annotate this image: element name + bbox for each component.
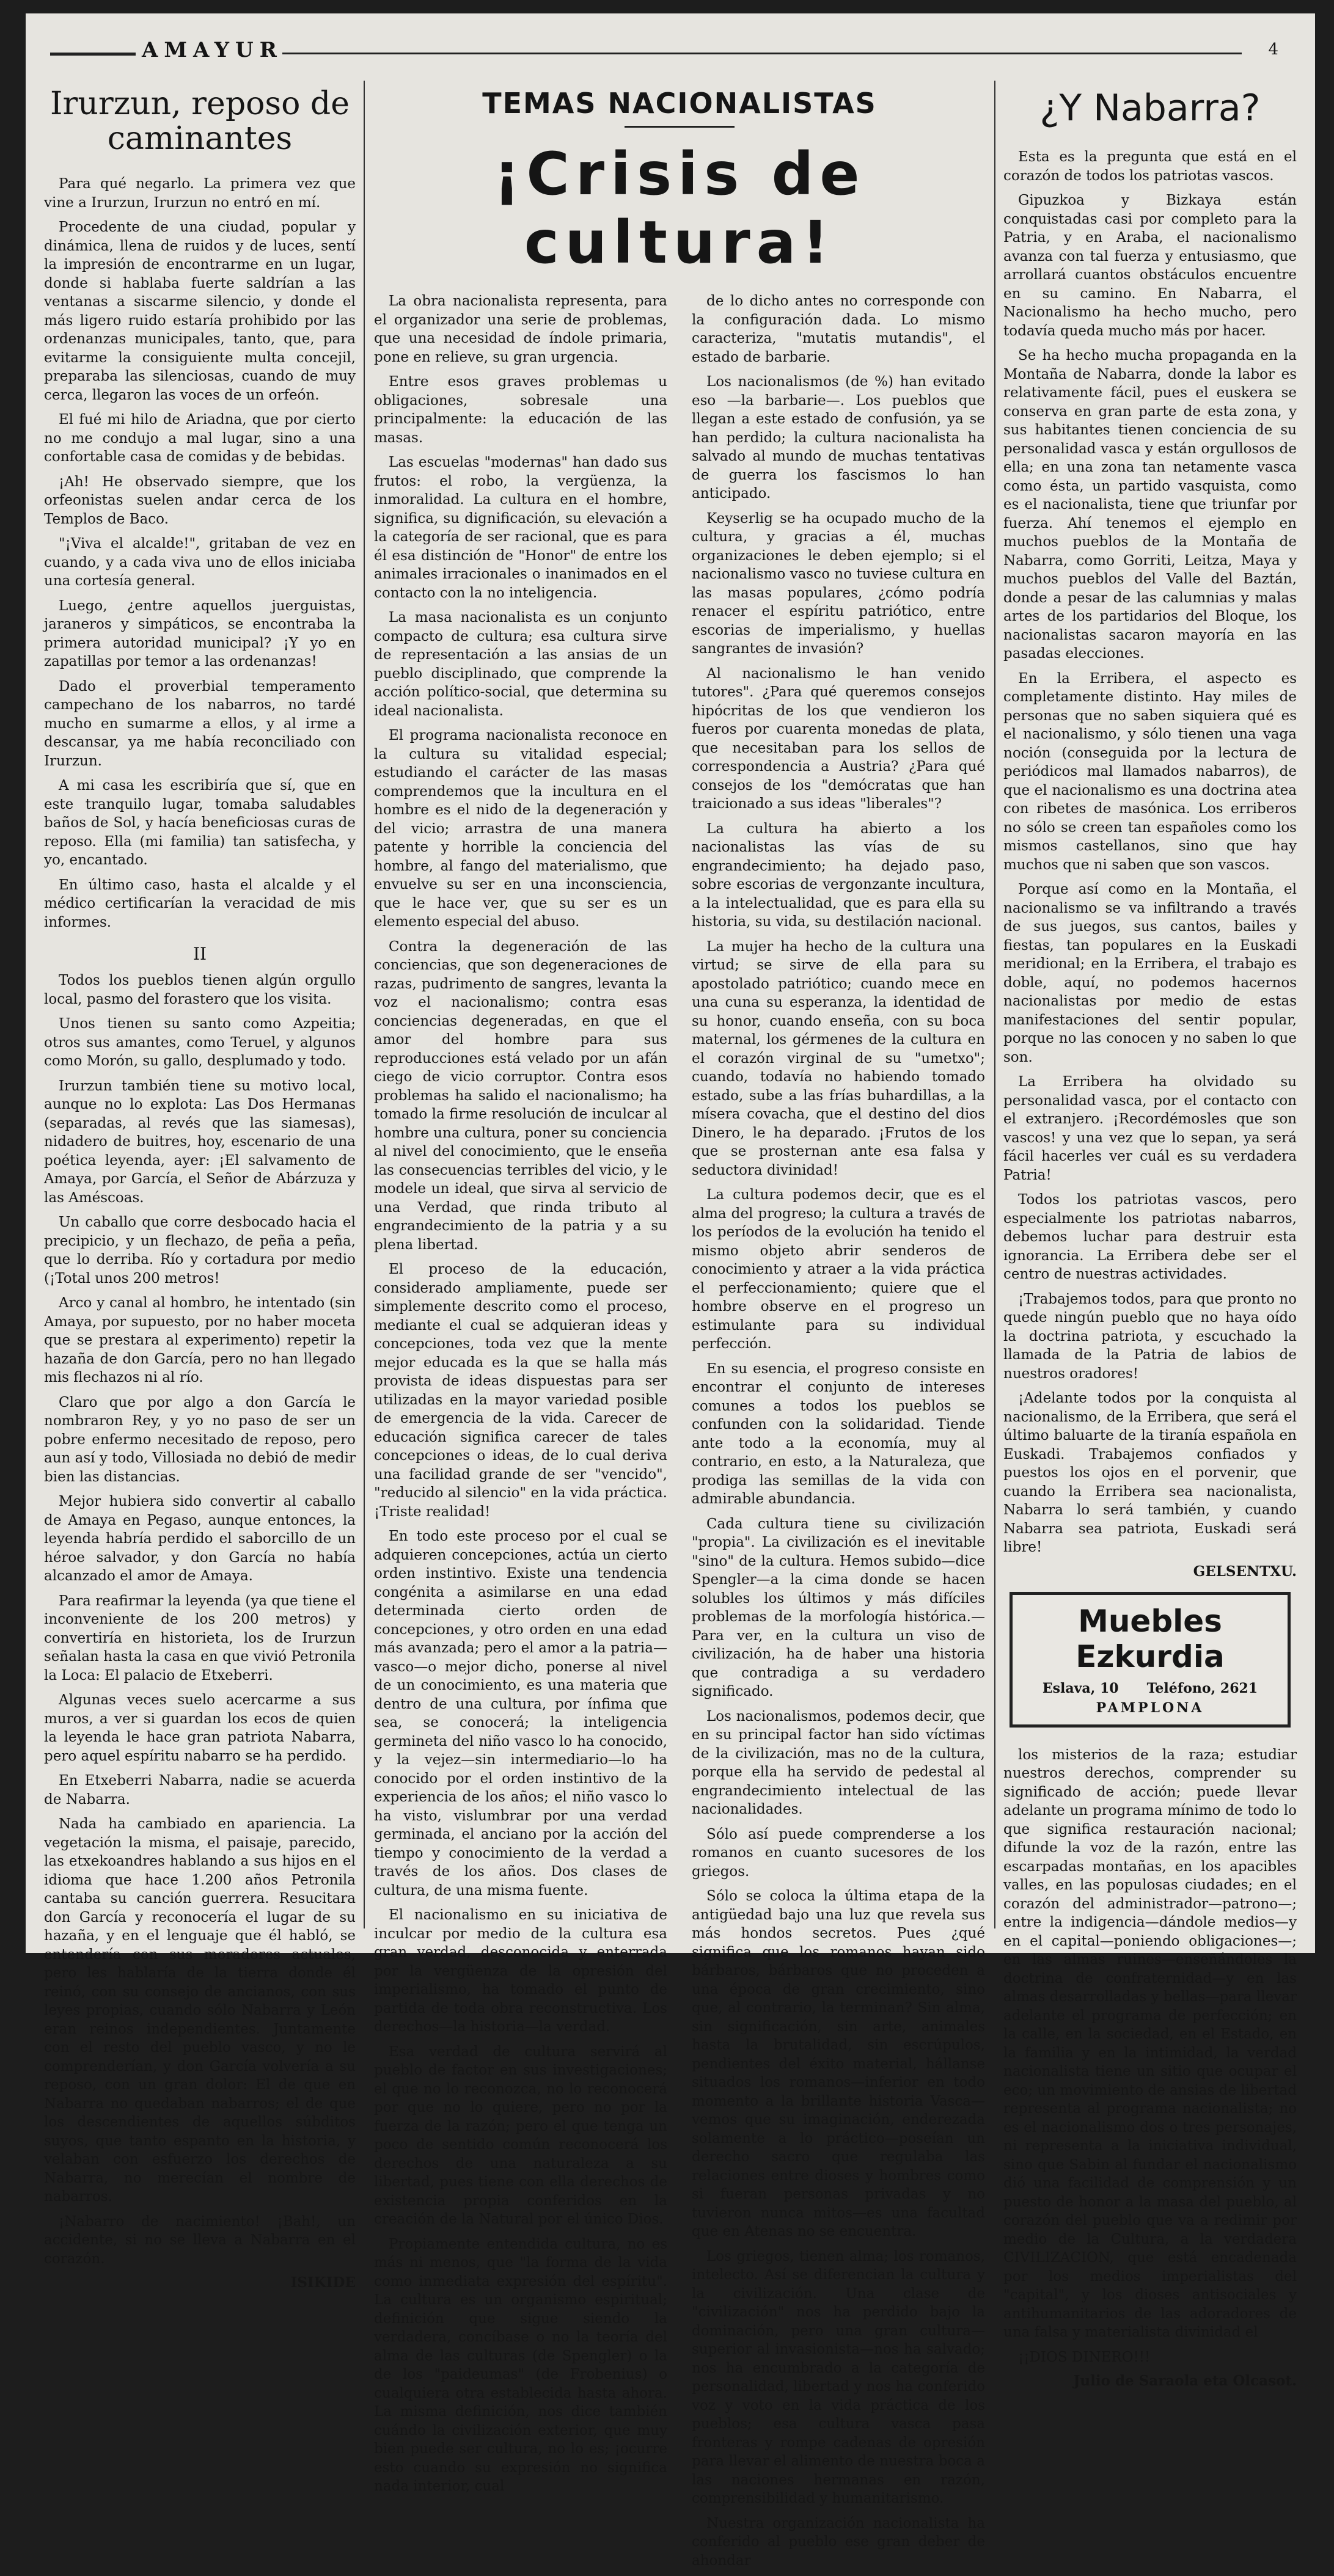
newspaper-page (26, 13, 1315, 2569)
paragraph: "¡Viva el alcalde!", gritaban de vez en cuando, y a cada viva uno de ellos iniciaba una cortesía general. (44, 536, 356, 589)
paragraph: Contra la degeneración de las conciencias, que son degeneraciones de razas, pudrimento de sangres, levanta la voz el nacionalismo; contra esas conciencias degeneradas, en que el amor del hombre para sus reproducciones está velado por un afán ciego de vicio corruptor. Contra esos problemas ha salido el nacionalismo; ha tomado la firme resolución de inculcar al hombre una cultura, poner su conciencia al nivel del conocimiento, que le enseña las consecuencias terribles del vicio, y le modele un ideal, que sirva al servicio de una Verdad, que rinda tributo al engrandecimiento de la patria y a su plena libertad. (374, 938, 667, 1253)
article-title: Irurzun, reposo de caminantes (50, 86, 350, 158)
paragraph: Claro que por algo a don García le nombraron Rey, y yo no paso de ser un pobre enfermo necesitado de reposo, pero aun así y todo, Villosiada no debió de medir bien las distancias. (44, 1394, 356, 1485)
paragraph: Entre esos graves problemas u obligaciones, sobresale una principalmente: la educación de las masas. (374, 374, 667, 446)
author-signature: ISIKIDE (290, 2274, 356, 2291)
author-signature: Julio de Saraola eta Olcasot. (1073, 2373, 1297, 2389)
paragraph: Arco y canal al hombro, he intentado (sin Amaya, por supuesto, por no haber moceta que se prestara al experimento) repetir la hazaña de don García, pero no han llegado mis flechazos ni al río. (44, 1295, 356, 1386)
paragraph: En su esencia, el progreso consiste en encontrar el conjunto de intereses comunes a todos los pueblos se confunden con la solidaridad. Tiende ante todo a la economía, muy al contrario, en esto, a la Naturaleza, que prodiga las semillas de la vida con admirable abundancia. (692, 1360, 985, 1507)
paragraph: Gipuzkoa y Bizkaya están conquistadas casi por completo para la Patria, y en Araba, el nacionalismo avanza con tal fuerza y entusiasmo, que arrollará cuantos obstáculos encuentre en su camino. En Nabarra, el Nacionalismo ha hecho mucho, pero todavía queda mucho más por hacer. (1003, 192, 1297, 339)
paragraph: La mujer ha hecho de la cultura una virtud; se sirve de ella para su apostolado patriótico; cuando mece en una cuna su esperanza, la identidad de su honor, cuando enseña, con su boca maternal, los gérmenes de la cultura en el corazón virginal de su "umetxo"; cuando, todavía no habiendo tomado estado, sube a las frías buhardillas, a la mísera covacha, que el destino del dios Dinero, le ha deparado. ¡Frutos de los que se prosternan ante esa falsa y seductora divinidad! (692, 938, 985, 1178)
masthead (26, 32, 1315, 68)
article-crisis-de-cultura (374, 81, 985, 2569)
paragraph: A mi casa les escribiría que sí, que en este tranquilo lugar, tomaba saludables baños de Sol, y hacía beneficiosas curas de reposo. Ella (mi familia) tan satisfecha, y yo, encantado. (44, 778, 356, 869)
paragraph: En todo este proceso por el cual se adquieren concepciones, actúa un cierto orden instintivo. Existe una tendencia congénita a asimilarse en una edad determinada cierto orden de concepciones, y otro orden en una edad más avanzada; pero el amor a la patria—vasco—o mejor dicho, ponerse al nivel de un conocimiento, es una materia que dentro de una cultura, por ínfima que sea, se conocerá; la inteligencia germineta del niño vasco lo ha conocido, y la vejez—sin intermediario—lo ha conocido por el orden instintivo de la experiencia de los años; el niño vasco lo ha visto, vislumbrar por una verdad germinada, el anciano por la acción del tiempo y conocimiento de la verdad a través de los años. Dos clases de cultura, de una misma fuente. (374, 1528, 667, 1899)
column-divider (364, 81, 365, 1928)
section-kicker: TEMAS NACIONALISTAS (482, 87, 877, 120)
ad-phone: Teléfono, 2621 (1146, 1680, 1258, 1696)
paragraph: ¡Adelante todos por la conquista al nacionalismo, de la Erribera, que será el último baluarte de la tiranía española en Euskadi. Trabajemos confiados y puestos los ojos en el porvenir, que cuando la Erribera sea nacionalista, Nabarra lo será también, y cuando Nabarra sea patriota, Euskadi será libre! (1003, 1390, 1297, 1555)
paragraph: El proceso de la educación, considerado ampliamente, puede ser simplemente descrito como el proceso, mediante el cual se adquieran ideas y concepciones, toda vez que la mente mejor educada es la que se halla más provista de ideas dispuestas para ser utilizadas en la mayor variedad posible de emergencia de la vida. Carecer de educación significa carecer de tales concepciones o ideas, de lo cual deriva una facilidad grande de ser "vencido", "reducido al silencio" en la vida práctica. ¡Triste realidad! (374, 1261, 667, 1520)
paragraph: La cultura podemos decir, que es el alma del progreso; la cultura a través de los períodos de la evolución ha tenido el mismo objeto abrir senderos de conocimiento y atraer a la vida práctica el perfeccionamiento; quiere que el hombre observe en el progreso un estimulante para su individual perfección. (692, 1187, 985, 1352)
paragraph: ¡Nabarro de nacimiento! ¡Bah!, un accidente, si no se lleva a Nabarra en el corazón. (44, 2213, 356, 2267)
paragraph: En último caso, hasta el alcalde y el médico certificarían la veracidad de mis informes. (44, 877, 356, 930)
article-title: ¡Crisis de cultura! (493, 140, 866, 277)
paragraph: ¡Ah! He observado siempre, que los orfeonistas suelen andar cerca de los Templos de Baco. (44, 473, 356, 527)
paragraph: La obra nacionalista representa, para el organizador una serie de problemas, que una necesidad de índole primaria, pone en relieve, su gran urgencia. (374, 293, 667, 365)
paragraph: Los nacionalismos (de %) han evitado eso —la barbarie—. Los pueblos que llegan a este estado de confusión, ya se han perdido; la cultura nacionalista ha salvado al mundo de muchas tentativas de guerra los fascismos lo han anticipado. (692, 374, 985, 502)
paragraph: La cultura ha abierto a los nacionalistas las vías de su engrandecimiento; ha dejado paso, sobre escorias de vergonzante incultura, a la intelectualidad, que es para ella su historia, su vida, su destilación nacional. (692, 820, 985, 930)
paragraph: Porque así como en la Montaña, el nacionalismo se va infiltrando a través de sus juegos, sus cantos, bailes y fiestas, tan populares en la Euskadi meridional; en la Erribera, el trabajo es doble, aquí, no podemos hacernos nacionalistas por medio de estas manifestaciones del sentir popular, porque no las conocen y no saben lo que son. (1003, 881, 1297, 1065)
paragraph: Nada ha cambiado en apariencia. La vegetación la misma, el paisaje, parecido, las etxekoandres hablando a sus hijos en el idioma que hace 1.200 años Petronila cantaba su canción guerrera. Resucitara don García y reconocería el lugar de su hazaña, y en el lenguaje que él habló, se entendería con sus moradores actuales, pero les hablaría de la tierra donde él reinó, con su consejo de ancianos, con sus leyes propias, cuando sólo Nabarra y León eran reinos independientes. Juntamente con el resto del pueblo vasco, y no le comprenderían, y don García volvería a su reposo, con un gran dolor: El de que en Nabarra no quedaban nabarros; el de que los descendientes de aquellos súbditos suyos, que tanto espanto en la historia, y velaban con esfuerzo los derechos de Nabarra, no merecían el nombre de nabarros. (44, 1816, 356, 2205)
paragraph: Los nacionalismos, podemos decir, que en su principal factor han sido víctimas de la civilización, mas no de la cultura, porque ella ha servido de pedestal al engrandecimiento intelectual de las nacionalidades. (692, 1708, 985, 1817)
newspaper-name: AMAYUR (142, 38, 283, 62)
paragraph: Esta es la pregunta que está en el corazón de todos los patriotas vascos. (1003, 149, 1297, 184)
article-subcolumn-right (692, 292, 985, 2576)
section-number: II (192, 944, 207, 965)
paragraph: Todos los pueblos tienen algún orgullo local, pasmo del forastero que los visita. (44, 972, 356, 1007)
paragraph: El fué mi hilo de Ariadna, que por cierto no me condujo a mal lugar, sino a una confortable casa de comidas y de bebidas. (44, 412, 356, 465)
paragraph: Cada cultura tiene su civilización "propia". La civilización es el inevitable "sino" de la cultura. Hemos subido—dice Spengler—a la cima donde se hacen solubles los últimos y más difíciles problemas de la morfología histórica.—Para ver, en la cultura un viso de civilización, ha de haber una historia que contradiga a su verdadero significado. (692, 1516, 985, 1699)
ad-city: PAMPLONA (1096, 1699, 1204, 1716)
paragraph: Dado el proverbial temperamento campechano de los nabarros, no tardé mucho en sumarme a ellos, y al irme a descansar, ya me había reconciliado con Irurzun. (44, 678, 356, 769)
paragraph: La masa nacionalista es un conjunto compacto de cultura; esa cultura sirve de representación a las ansias de un pueblo disciplinado, que comprende la acción político-social, que determina su ideal nacionalista. (374, 610, 667, 719)
paragraph: Para reafirmar la leyenda (ya que tiene el inconveniente de los 200 metros) y convertiría en historieta, los de Irurzun señalan hasta la casa en que vivió Petronila la Loca: El palacio de Etxeberri. (44, 1593, 356, 1684)
paragraph: Procedente de una ciudad, popular y dinámica, llena de ruidos y de luces, sentí la impresión de encontrarme en un lugar, donde si hablaba fuerte saldrían a las ventanas a siscarme silencio, y donde el más ligero ruido estaría prohibido por las ordenanzas municipales, tanto, que, para evitarme la consiguiente multa concejil, preparaba las silenciosas, cuando de muy cerca, llegaron las voces de un orfeón. (44, 219, 356, 403)
ad-business-name: Muebles Ezkurdia (1076, 1603, 1225, 1674)
paragraph: Para qué negarlo. La primera vez que vine a Irurzun, Irurzun no entró en mí. (44, 176, 356, 211)
article-subcolumn-left (374, 292, 667, 2576)
advertisement-box (1010, 1592, 1291, 1728)
article-title: ¿Y Nabarra? (1039, 87, 1261, 130)
paragraph: Algunas veces suelo acercarme a sus muros, a ver si guardan los ecos de quien la leyenda le hace gran patriota Nabarra, pero aquel espíritu nabarro se ha perdido. (44, 1692, 356, 1764)
paragraph: los misterios de la raza; estudiar nuestros derechos, comprender su significado de acción; puede llevar adelante un programa mínimo de todo lo que significa restauración nacional; difunde la voz de la razón, entre las escarpadas montañas, en los apacibles valles, en las populosas ciudades; en el corazón del administrador—patrono—; entre la indigencia—dándole medios—y en el capital—poniendo obligaciones—; en las almas ruines—enseñándoles la doctrina de confraternidad—y en las almas desarrolladas y bellas—para llevar adelante el programa de perfección; en la calle, en la sociedad, en el Estado, en la familia y en la intimidad, la verdad nacionalista tiene un sitio que ocupar el eco; un movimiento de ansias de libertad representa al programa nacionalista; no es el nacionalismo dos o tres personajes, ni representa a la iniciativa individual, sino que Sabin al fundar el nacionalismo dió una facilidad de comprensión y un puesto de honor a la masa del pueblo, al corazón del pueblo que va a redimir por medio de la Cultura, a la verdadera CIVILIZACION, que está encadenada por los medios imperialistas del "capital", y los dioses antisociales y antihumanitarios de las adoradores de una falsa y materialista divinidad el (1003, 1746, 1297, 2340)
article-body (1003, 148, 1297, 1557)
paragraph: ¡¡DIOS DINERO!!! (1018, 2349, 1151, 2365)
paragraph: Un caballo que corre desbocado hacia el precipicio, y un flechazo, de peña a peña, que lo derriba. Río y cortadura por medio (¡Total unos 200 metros! (44, 1214, 356, 1286)
paragraph: En la Erribera, el aspecto es completamente distinto. Hay miles de personas que no saben siquiera qué es el nacionalismo, y sólo tienen una vaga noción (conseguida por la lectura de periódicos mal llamados nabarros), de que el nacionalismo es una doctrina atea con ribetes de masónica. Los erriberos no sólo se creen tan españoles como los mismos castellanos, sino que hay muchos que ni saben que son vascos. (1003, 670, 1297, 873)
paragraph: Sólo así puede comprenderse a los romanos en cuanto sucesores de los griegos. (692, 1826, 985, 1880)
article-columns (374, 292, 985, 2576)
column-divider (994, 81, 995, 1928)
author-signature: GELSENTXU. (1193, 1563, 1297, 1580)
masthead-rule-right (282, 53, 1242, 54)
paragraph: El programa nacionalista reconoce en la cultura su vitalidad especial; estudiando el carácter de las masas comprendemos que la incultura en el hombre es el nido de la degeneración y del vicio; arrastra de una manera patente y horrible la conciencia del hombre, al fango del materialismo, que envuelve su ser en una inconsciencia, que le hace ver, que su ser es un elemento especial del abuso. (374, 728, 667, 930)
paragraph: Todos los patriotas vascos, pero especialmente los patriotas nabarros, debemos luchar para destruir esta ignorancia. La Erribera debe ser el centro de nuestras actividades. (1003, 1192, 1297, 1282)
paragraph: Nuestra organización nacionalista ha conferido al pueblo ese gran deber de ahondar (692, 2515, 985, 2569)
paragraph: Los griegos, tienen alma; los romanos, intelecto. Así se diferencian la cultura y la civilización. Una clase de "civilización" nos ha perdido bajo la dominación, pero una gran cultura—superior al invasionista—nos ha salvado; nos ha encumbrado a la categoría de personalidad, libertad y nos ha conferido voz y voto en la vida práctica de los pueblos; esa cultura vasca pasa fronteras y rompe cadenas de opresión para llevar el alimento de nuestra boca a las naciones hermanas en razón, comprensibilidad y humanitarismo. (692, 2248, 985, 2506)
paragraph: Las escuelas "modernas" han dado sus frutos: el robo, la vergüenza, la inmoralidad. La cultura en el hombre, significa, su dignificación, su elevación a la categoría de ser racional, que es para él esa distinción de "Honor" de entre los animales irracionales o inanimados en el contacto con la no inteligencia. (374, 454, 667, 601)
article-body-continued (1003, 1746, 1297, 2367)
paragraph: Luego, ¿entre aquellos juerguistas, jaraneros y simpáticos, se encontraba la primera autoridad municipal? ¡Y yo en zapatillas por temor a las ordenanzas! (44, 597, 356, 670)
paragraph: Propiamente entendida cultura, no es más ni menos, que "la forma de la vida como inmediata expresión del espíritu". La cultura es un organismo espiritual; definición que sigue siendo la verdadera, concíbase o no la teoría del alma de las culturas (de Spengler) o la de los "paideumas" (de Frobenius) o cualquiera otra establecida hasta ahora. La misma definición, nos dice también cuándo la civilización exterior, que muy bien puede ser cultura, no lo es; ¡ocurre esto cuando su expresión no significa nada interior, cual (374, 2236, 667, 2494)
paragraph: Sólo se coloca la última etapa de la antigüedad bajo una luz que revela sus más hondos secretos. Pues ¿qué significa que los romanos hayan sido bárbaros, bárbaros que no proceden a una época de gran crecimiento, sino que, al contrario, la terminan? Sin alma, sin significación, sin arte, animales hasta la brutalidad, sin escrúpulos, pendientes del éxito material, hállanse situados los romanos—inferior en todo momento a la brillante historia Vasca—vemos que su imaginación, enderezada solamente a lo práctico—poseían un derecho sacro que regulaba las relaciones entre dioses y hombres como si fueran personas privadas y no tuvieron nunca mitos—es una facultad que en Atenas no se encuentra. (692, 1888, 985, 2239)
article-body (44, 175, 356, 932)
article-y-nabarra (1003, 81, 1297, 2389)
paragraph: Esa verdad de cultura servirá al pueblo de factor en sus investigaciones; el que no lo reconozca, no lo reconocerá por que no lo quiere, pero no por la fuerza de la razón; pero el que tenga un poco de sentido común reconocerá los derechos de una naturaleza a su libertad, pues tiene con ella derechos de existencia propia conferidos en la creación de la Natural por el único Dios. (374, 2043, 667, 2227)
article-irurzun (44, 81, 356, 2291)
paragraph: El nacionalismo en su iniciativa de inculcar por medio de la cultura esa gran verdad, desconocida y enterrada por la vergüenza de la opresión del imperialismo, ha tomado el punto de partida de toda obra reconstructiva. Los derechos—la historia—la verdad. (374, 1907, 667, 2035)
masthead-rule-left (50, 53, 136, 56)
ad-contact-line (1019, 1680, 1281, 1696)
page-number: 4 (1268, 40, 1278, 59)
paragraph: Irurzun también tiene su motivo local, aunque no lo explota: Las Dos Hermanas (separadas, al revés que las siamesas), nidadero de buitres, hoy, escenario de una poética leyenda, ayer: ¡El salvamento de Amaya, por García, el Señor de Abárzuza y las Améscoas. (44, 1078, 356, 1206)
paragraph: Se ha hecho mucha propaganda en la Montaña de Nabarra, donde la labor es relativamente fácil, pues el euskera se conserva en gran parte de esta zona, y sus habitantes tienen conciencia de su personalidad vasca y están orgullosos de ella; en una zona tan netamente vasca como ésta, un partido vasquista, como es el nacionalista, tiene que triunfar por fuerza. Ahí tenemos el ejemplo en muchos pueblos de la Montaña de Nabarra, como Gorriti, Leitza, Maya y muchos pueblos del Valle del Baztán, donde a pesar de las calumnias y malas artes de los partidarios del Bloque, los nacionalistas sacaron mayoría en las pasadas elecciones. (1003, 348, 1297, 662)
paragraph: Keyserlig se ha ocupado mucho de la cultura, y gracias a él, muchas organizaciones le deben ejemplo; si el nacionalismo vasco no tuviese cultura en las masas populares, ¿cómo podría renacer el espíritu patriótico, entre escorias de imperialismo, y huellas sangrantes de invasión? (692, 510, 985, 657)
paragraph: Al nacionalismo le han venido tutores". ¿Para qué queremos consejos hipócritas de los que vendieron los fueros por cuarenta monedas de plata, que necesitaban para los sellos de correspondencia a Austria? ¿Para qué consejos de los "demócratas que han traicionado a sus ideas "liberales"? (692, 665, 985, 812)
paragraph: Unos tienen su santo como Azpeitia; otros sus amantes, como Teruel, y algunos como Morón, su gallo, desplumado y todo. (44, 1016, 356, 1070)
ad-address: Eslava, 10 (1042, 1680, 1119, 1696)
paragraph: de lo dicho antes no corresponde con la configuración dada. Lo mismo caracteriza, "mutatis mutandis", el estado de barbarie. (692, 293, 985, 365)
paragraph: Mejor hubiera sido convertir al caballo de Amaya en Pegaso, aunque entonces, la leyenda habría perdido el saborcillo de un héroe salvador, y don García no había alcanzado el amor de Amaya. (44, 1494, 356, 1585)
article-body (44, 971, 356, 2268)
paragraph: La Erribera ha olvidado su personalidad vasca, por el contacto con el extranjero. ¡Recordémosles que son vascos! y una vez que lo sepan, ya será fácil hacerles ver cuál es su verdadera Patria! (1003, 1074, 1297, 1183)
paragraph: ¡Trabajemos todos, para que pronto no quede ningún pueblo que no haya oído la doctrina patriota, y escuchado la llamada de la Patria de labios de nuestros oradores! (1003, 1291, 1297, 1382)
kicker-rule (625, 126, 735, 128)
paragraph: En Etxeberri Nabarra, nadie se acuerda de Nabarra. (44, 1773, 356, 1808)
